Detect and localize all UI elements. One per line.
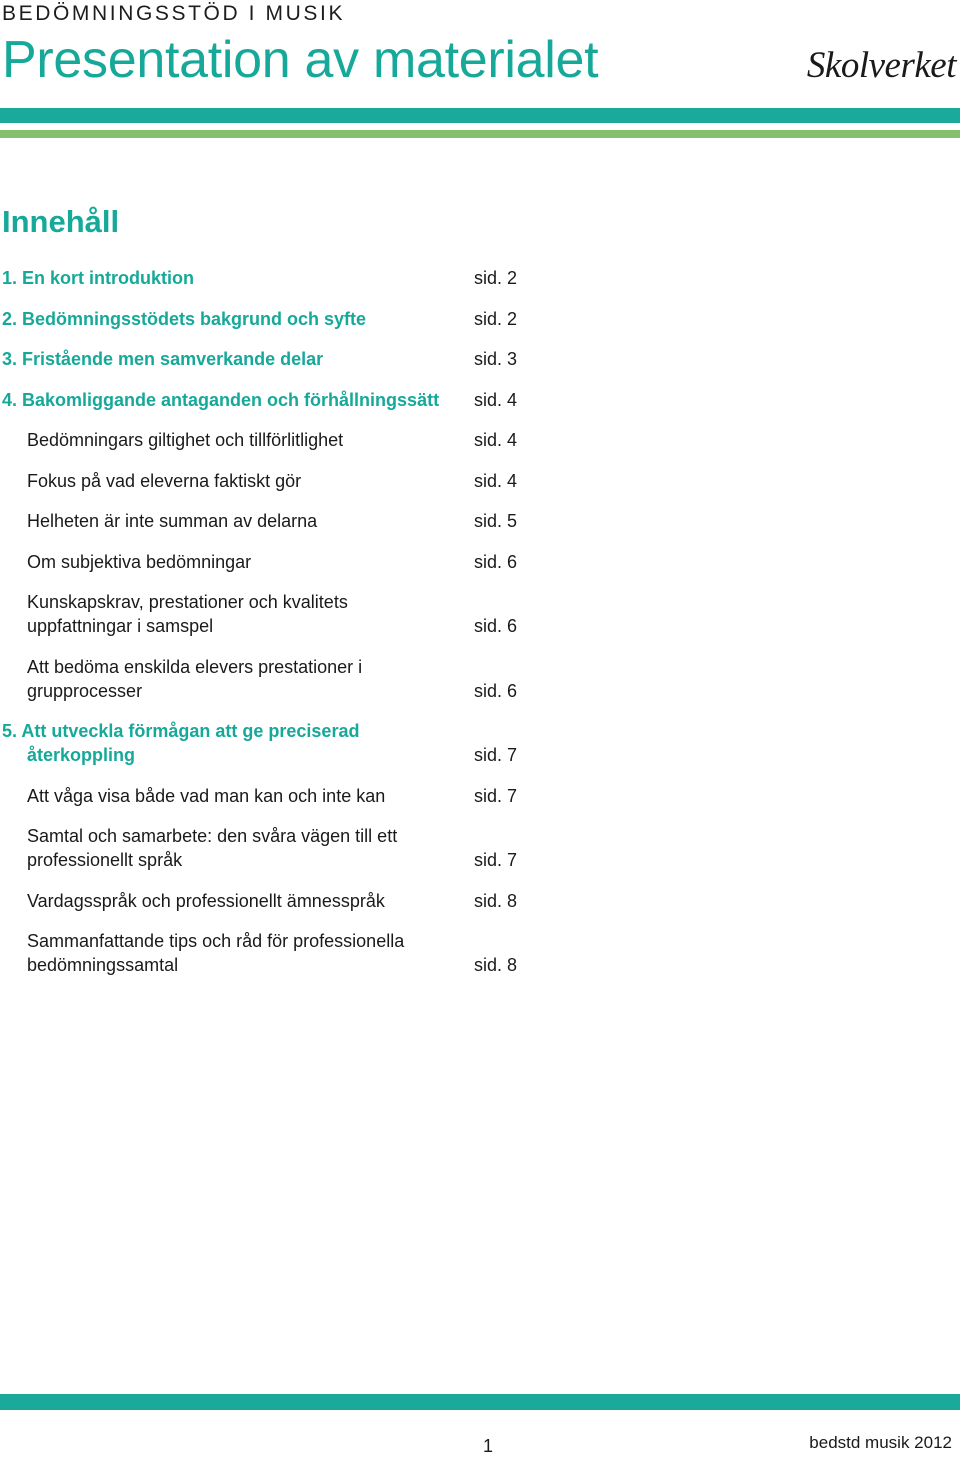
toc-entry[interactable]	[0, 889, 540, 913]
footer-label: bedstd musik 2012	[809, 1433, 952, 1452]
toc-entry[interactable]	[0, 388, 540, 412]
toc-entry-title: 1. En kort introduktion	[2, 268, 194, 288]
page-title: Presentation av materialet	[2, 31, 599, 89]
toc-entry-page: sid. 6	[474, 551, 518, 572]
toc-entry-page: sid. 4	[474, 470, 518, 491]
toc-entry[interactable]	[0, 266, 540, 290]
toc-entry-title: Fokus på vad eleverna faktiskt gör	[27, 470, 302, 491]
toc-entry[interactable]	[0, 428, 540, 452]
toc-entry-title: Samtal och samarbete: den svåra vägen till ett professionellt språk	[27, 826, 398, 870]
toc-entry[interactable]	[0, 719, 540, 767]
toc-entry-title: 4. Bakomliggande antaganden och förhållningssätt	[2, 389, 440, 410]
toc-entry[interactable]	[0, 347, 540, 371]
toc-entry-title: Kunskapskrav, prestationer och kvalitets uppfattningar i samspel	[27, 592, 348, 636]
toc-entry-title: Bedömningars giltighet och tillförlitlighet	[27, 430, 344, 450]
toc-entry[interactable]	[0, 307, 540, 331]
toc-entry[interactable]	[0, 655, 540, 703]
toc-entry-title: Att bedöma enskilda elevers prestationer i grupprocesser	[27, 656, 363, 701]
toc-entry-title: Om subjektiva bedömningar	[27, 551, 252, 572]
toc-entry[interactable]	[0, 824, 540, 872]
toc-entry[interactable]	[0, 784, 540, 808]
toc-entry[interactable]	[0, 509, 540, 533]
page-number: 1	[483, 1436, 494, 1456]
toc-entry-title: 2. Bedömningsstödets bakgrund och syfte	[2, 308, 367, 329]
toc-entry-page: sid. 6	[474, 616, 518, 636]
toc-entry[interactable]	[0, 590, 540, 638]
skolverket-logo: Skolverket	[806, 45, 956, 86]
toc-entry-page: sid. 4	[474, 389, 518, 410]
document-series-label: BEDÖMNINGSSTÖD I MUSIK	[2, 2, 346, 25]
toc-entry-title: Att våga visa både vad man kan och inte kan	[27, 785, 386, 806]
toc-entry-page: sid. 7	[474, 850, 518, 870]
toc-entry-title: 3. Fristående men samverkande delar	[2, 349, 324, 369]
toc-entry-page: sid. 3	[474, 349, 518, 369]
toc-entry-page: sid. 7	[474, 745, 518, 765]
header-band-teal	[0, 108, 960, 123]
table-of-contents	[0, 266, 560, 994]
toc-entry-page: sid. 8	[474, 955, 518, 975]
toc-entry[interactable]	[0, 550, 540, 574]
toc-entry-page: sid. 4	[474, 430, 518, 450]
footer-band	[0, 1394, 960, 1410]
toc-entry[interactable]	[0, 929, 540, 977]
toc-entry-page: sid. 8	[474, 890, 518, 911]
toc-entry-page: sid. 2	[474, 308, 518, 329]
header-band-green	[0, 130, 960, 138]
toc-entry-title: Helheten är inte summan av delarna	[27, 511, 318, 531]
toc-entry-page: sid. 2	[474, 268, 518, 288]
toc-entry[interactable]	[0, 469, 540, 493]
toc-entry-title: Vardagsspråk och professionellt ämnesspråk	[27, 890, 385, 911]
toc-entry-page: sid. 7	[474, 785, 518, 806]
toc-entry-title: 5. Att utveckla förmågan att ge preciserad återkoppling	[2, 721, 360, 765]
toc-entry-title: Sammanfattande tips och råd för professionella bedömningssamtal	[27, 931, 405, 975]
toc-entry-page: sid. 6	[474, 680, 518, 701]
toc-entry-page: sid. 5	[474, 511, 518, 531]
toc-heading: Innehåll	[2, 204, 120, 239]
